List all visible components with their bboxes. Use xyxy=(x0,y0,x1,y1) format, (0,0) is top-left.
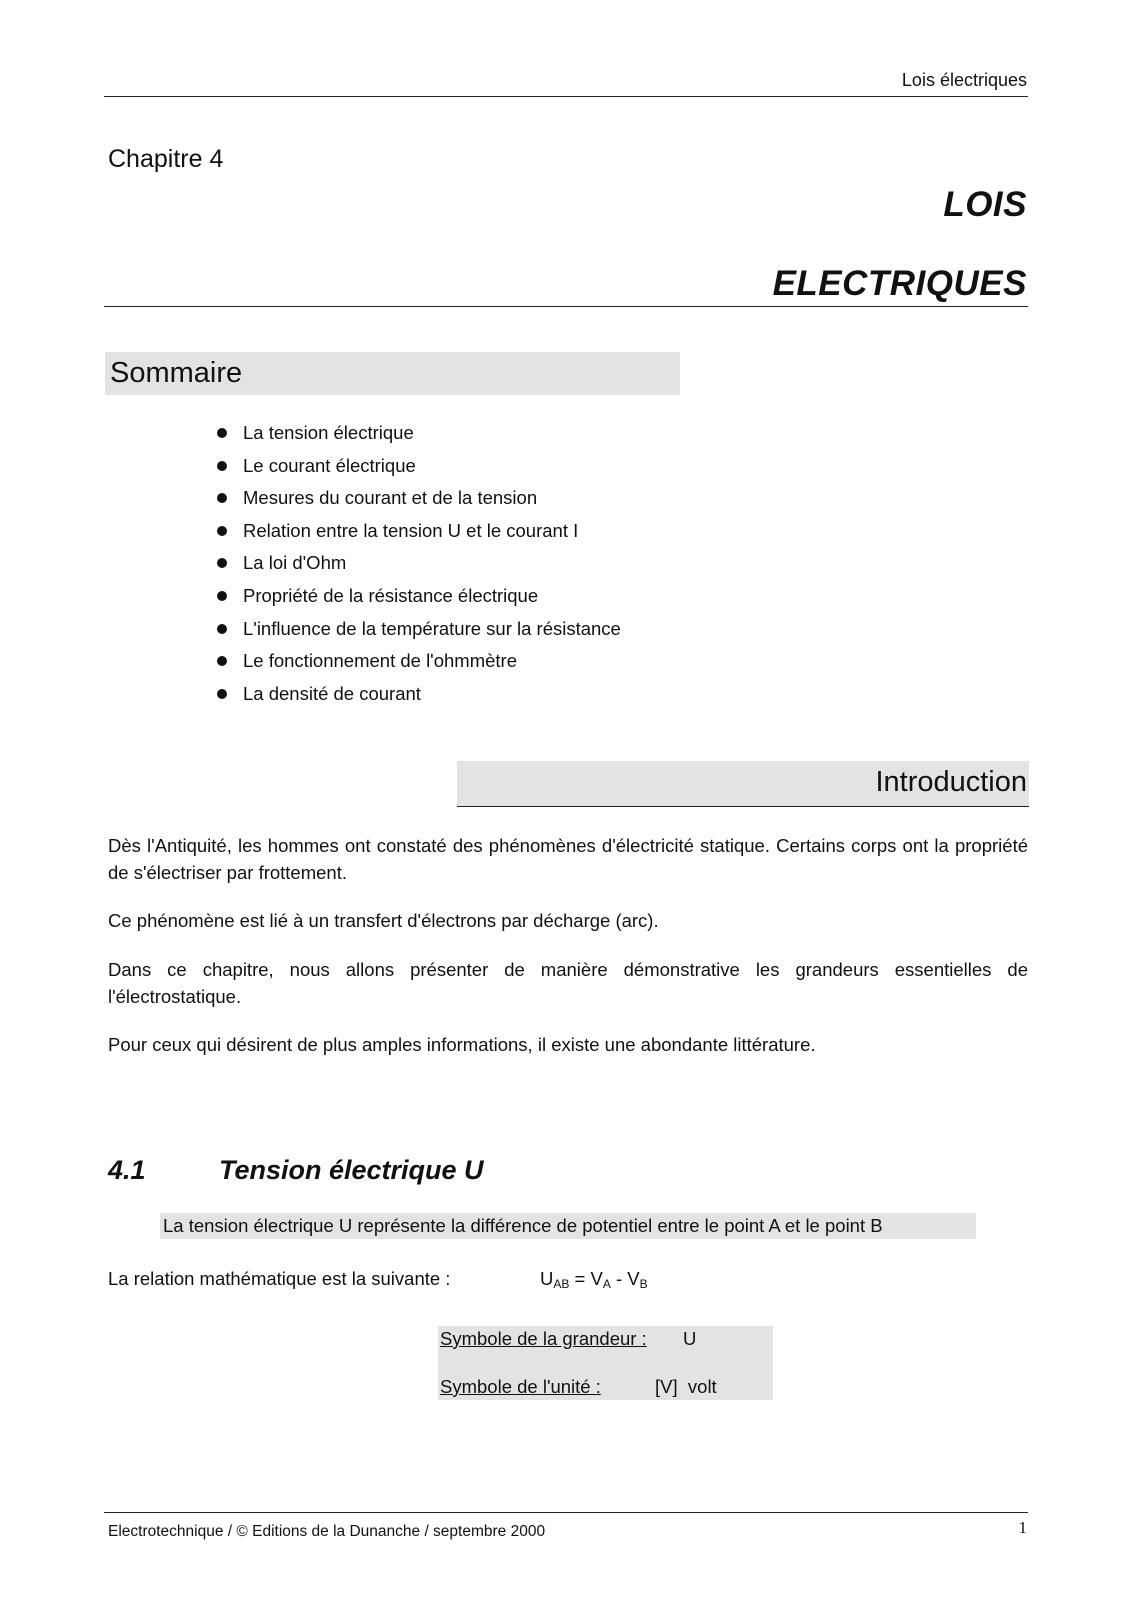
intro-paragraph: Pour ceux qui désirent de plus amples informations, il existe une abondante littérature. xyxy=(108,1034,816,1055)
toc-item xyxy=(215,618,621,651)
section-title: Tension électrique U xyxy=(219,1155,484,1185)
quantity-symbol-row xyxy=(438,1326,773,1352)
toc-item xyxy=(215,487,621,520)
title-rule xyxy=(104,306,1028,307)
chapter-title-line-2: ELECTRIQUES xyxy=(772,264,1027,303)
intro-paragraph: Ce phénomène est lié à un transfert d'électrons par décharge (arc). xyxy=(108,910,659,931)
bullet-icon xyxy=(217,624,227,634)
toc-item-label: L'influence de la température sur la résistance xyxy=(243,617,621,639)
intro-paragraph: Dès l'Antiquité, les hommes ont constaté des phénomènes d'électricité statique. Certains corps ont la propriété de s'électriser par frottement. xyxy=(108,835,1028,883)
introduction-heading-box xyxy=(457,761,1029,807)
section-number: 4.1 xyxy=(108,1155,146,1185)
sommaire-heading-box xyxy=(105,352,680,395)
toc-item xyxy=(215,422,621,455)
table-of-contents xyxy=(215,422,621,715)
unit-symbol-row xyxy=(438,1374,773,1400)
symbol-table xyxy=(438,1326,773,1400)
relation-label: La relation mathématique est la suivante : xyxy=(108,1268,451,1289)
toc-item xyxy=(215,552,621,585)
running-header: Lois électriques xyxy=(901,70,1027,90)
formula-lhs: U xyxy=(540,1268,554,1289)
toc-item xyxy=(215,683,621,716)
toc-item-label: Propriété de la résistance électrique xyxy=(243,584,539,606)
bullet-icon xyxy=(217,461,227,471)
toc-item xyxy=(215,455,621,488)
toc-item-label: Relation entre la tension U et le courant I xyxy=(243,519,579,541)
toc-item-label: Le courant électrique xyxy=(243,454,416,476)
quantity-symbol-label: Symbole de la grandeur : xyxy=(440,1328,647,1349)
quantity-symbol-value: U xyxy=(683,1328,697,1349)
formula-lhs-sub: AB xyxy=(553,1277,570,1291)
formula-equals: = xyxy=(574,1268,586,1289)
bullet-icon xyxy=(217,428,227,438)
toc-item xyxy=(215,650,621,683)
bullet-icon xyxy=(217,526,227,536)
formula xyxy=(540,1268,648,1291)
unit-symbol-label: Symbole de l'unité : xyxy=(440,1376,601,1397)
toc-item-label: Mesures du courant et de la tension xyxy=(243,487,538,509)
bullet-icon xyxy=(217,558,227,568)
toc-item xyxy=(215,585,621,618)
formula-term-1-sub: A xyxy=(602,1277,611,1291)
chapter-label: Chapitre 4 xyxy=(108,145,224,173)
introduction-heading: Introduction xyxy=(875,766,1027,798)
toc-item-label: Le fonctionnement de l'ohmmètre xyxy=(243,650,517,672)
header-rule xyxy=(104,96,1028,97)
bullet-icon xyxy=(217,689,227,699)
symbol-table-spacer xyxy=(438,1352,773,1374)
chapter-title-line-1: LOIS xyxy=(943,185,1027,224)
footer-rule xyxy=(104,1512,1028,1513)
toc-item xyxy=(215,520,621,553)
footer-text: Electrotechnique / © Editions de la Dunanche / septembre 2000 xyxy=(108,1523,546,1540)
page-number: 1 xyxy=(1018,1518,1027,1537)
sommaire-heading: Sommaire xyxy=(110,357,243,389)
toc-item-label: La densité de courant xyxy=(243,682,421,704)
bullet-icon xyxy=(217,591,227,601)
bullet-icon xyxy=(217,493,227,503)
unit-symbol-value: [V] volt xyxy=(655,1376,717,1397)
toc-item-label: La tension électrique xyxy=(243,422,414,443)
toc-item-label: La loi d'Ohm xyxy=(243,552,347,574)
intro-paragraph: Dans ce chapitre, nous allons présenter de manière démonstrative les grandeurs essentielles de l'électrostatique. xyxy=(108,959,1028,1007)
bullet-icon xyxy=(217,656,227,666)
definition-box: La tension électrique U représente la différence de potentiel entre le point A et le point B xyxy=(160,1213,976,1239)
formula-term-1: V xyxy=(590,1268,603,1289)
formula-minus: - xyxy=(615,1268,623,1289)
formula-term-2-sub: B xyxy=(639,1277,648,1291)
formula-term-2: V xyxy=(627,1268,640,1289)
